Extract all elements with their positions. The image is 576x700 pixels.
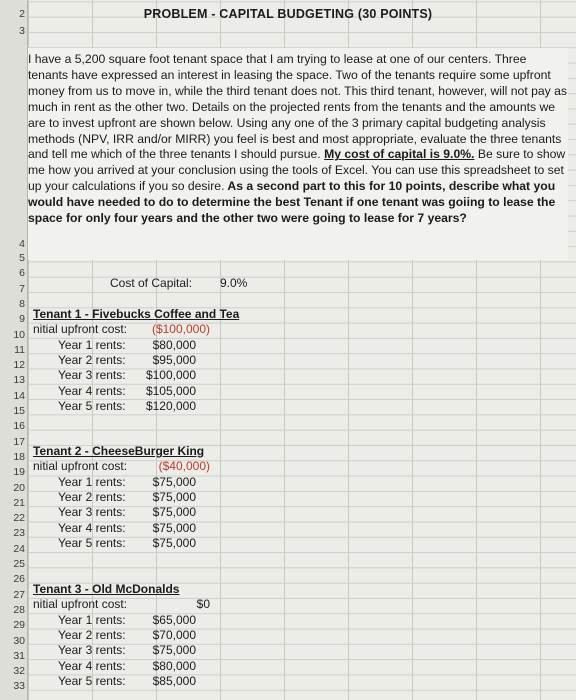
upfront-cost-value[interactable]: ($40,000) <box>158 459 210 474</box>
rent-label: Year 5 rents: <box>58 673 126 688</box>
row-number[interactable]: 6 <box>19 267 25 280</box>
upfront-cost-label: nitial upfront cost: <box>33 459 128 474</box>
upfront-cost-value[interactable]: $0 <box>196 597 210 612</box>
rent-value[interactable]: $95,000 <box>152 352 196 367</box>
row-number[interactable]: 17 <box>13 435 25 448</box>
row-number[interactable]: 11 <box>14 343 25 356</box>
upfront-cost-value[interactable]: ($100,000) <box>151 322 210 337</box>
rent-value[interactable]: $70,000 <box>152 627 196 642</box>
row-number[interactable]: 32 <box>13 665 25 678</box>
row-number[interactable]: 25 <box>13 558 25 570</box>
row-number[interactable]: 33 <box>13 680 25 693</box>
row-number[interactable]: 12 <box>13 359 25 372</box>
row-number[interactable]: 8 <box>19 297 25 310</box>
row-number[interactable]: 5 <box>19 252 25 264</box>
row-number[interactable]: 27 <box>13 588 25 601</box>
row-number[interactable]: 4 <box>19 238 25 250</box>
rent-value[interactable]: $75,000 <box>152 505 196 520</box>
rent-label: Year 2 rents: <box>58 627 126 642</box>
rent-label: Year 1 rents: <box>58 474 126 489</box>
cost-of-capital-label: Cost of Capital: <box>110 276 193 290</box>
row-number[interactable]: 21 <box>13 496 25 509</box>
rent-value[interactable]: $105,000 <box>145 383 196 398</box>
row-number[interactable]: 29 <box>13 619 25 632</box>
row-number[interactable]: 3 <box>19 25 25 37</box>
rent-label: Year 3 rents: <box>58 505 126 520</box>
rent-label: Year 3 rents: <box>58 643 126 658</box>
tenant-name[interactable]: Tenant 2 - CheeseBurger King <box>33 444 205 458</box>
problem-text-part-two: As a second part to this for 10 points, describe what you would have needed to do to determine the best Tenant if one tenant was goiing to lease the space for only four years and the other two were going to lease for 7 years? <box>28 179 556 226</box>
row-number[interactable]: 2 <box>19 8 25 20</box>
rent-label: Year 3 rents: <box>58 368 126 383</box>
rent-value[interactable]: $75,000 <box>152 474 196 489</box>
cost-of-capital-value[interactable]: 9.0% <box>220 276 248 290</box>
upfront-cost-label: nitial upfront cost: <box>33 322 128 337</box>
row-header-column[interactable] <box>0 0 28 700</box>
rent-label: Year 2 rents: <box>58 352 126 367</box>
rent-label: Year 4 rents: <box>58 383 126 398</box>
rent-value[interactable]: $75,000 <box>152 643 196 658</box>
rent-value[interactable]: $75,000 <box>152 489 196 504</box>
row-number[interactable]: 26 <box>13 573 25 586</box>
row-number[interactable]: 16 <box>13 420 25 433</box>
rent-value[interactable]: $80,000 <box>152 658 196 673</box>
row-number[interactable]: 30 <box>13 634 25 647</box>
problem-text-instructions: Be sure to show me how you arrived at your conclusion using the tools of Excel. You can use this spreadsheet to set up your calculations if you so desire. <box>28 147 566 194</box>
row-number[interactable]: 22 <box>13 512 25 525</box>
row-number[interactable]: 10 <box>13 328 25 341</box>
rent-value[interactable]: $100,000 <box>145 368 196 383</box>
rent-label: Year 5 rents: <box>58 398 126 413</box>
rent-value[interactable]: $75,000 <box>152 535 196 550</box>
row-number[interactable]: 31 <box>13 649 25 662</box>
row-number[interactable]: 24 <box>13 542 25 555</box>
row-number[interactable]: 13 <box>13 374 25 387</box>
upfront-cost-label: nitial upfront cost: <box>33 597 128 612</box>
row-number[interactable]: 23 <box>13 527 25 540</box>
row-number[interactable]: 18 <box>13 450 25 463</box>
cost-of-capital-statement: My cost of capital is 9.0%. <box>324 147 475 162</box>
row-number[interactable]: 20 <box>13 481 25 494</box>
rent-label: Year 4 rents: <box>58 520 126 535</box>
rent-value[interactable]: $80,000 <box>152 337 196 352</box>
rent-value[interactable]: $120,000 <box>145 398 196 413</box>
rent-value[interactable]: $85,000 <box>152 673 196 688</box>
row-number[interactable]: 28 <box>13 603 25 616</box>
tenant-name[interactable]: Tenant 3 - Old McDonalds <box>33 582 180 596</box>
rent-label: Year 4 rents: <box>58 658 126 673</box>
row-number[interactable]: 15 <box>13 405 25 417</box>
rent-label: Year 2 rents: <box>58 489 126 504</box>
problem-title: PROBLEM - CAPITAL BUDGETING (30 POINTS) <box>143 7 433 21</box>
rent-label: Year 5 rents: <box>58 535 126 550</box>
tenant-name[interactable]: Tenant 1 - Fivebucks Coffee and Tea <box>33 307 240 321</box>
problem-text-intro: I have a 5,200 square foot tenant space that I am trying to lease at one of our centers. Three tenants have expressed an interest in leasing the space. Two of the tenants require some upfront money from us to move in, while the third tenant does not. This third tenant, however, will not pay as much in rent as the other two. Details on the projected rents from the tenants and the amounts we are to invest upfront are shown below. Using any one of the 3 primary capital budgeting analysis methods (NPV, IRR and/or MIRR) you feel is best and most appropriate, evaluate the three tenants and tell me which of the three tenants I should pursue. <box>28 52 568 162</box>
row-number[interactable]: 9 <box>19 313 25 326</box>
rent-value[interactable]: $65,000 <box>152 612 196 627</box>
rent-value[interactable]: $75,000 <box>152 520 196 535</box>
rent-label: Year 1 rents: <box>58 337 126 352</box>
row-number[interactable]: 7 <box>19 282 25 295</box>
row-number[interactable]: 14 <box>13 389 25 402</box>
rent-label: Year 1 rents: <box>58 612 126 627</box>
row-number[interactable]: 19 <box>13 466 25 479</box>
problem-paragraph <box>28 52 568 227</box>
